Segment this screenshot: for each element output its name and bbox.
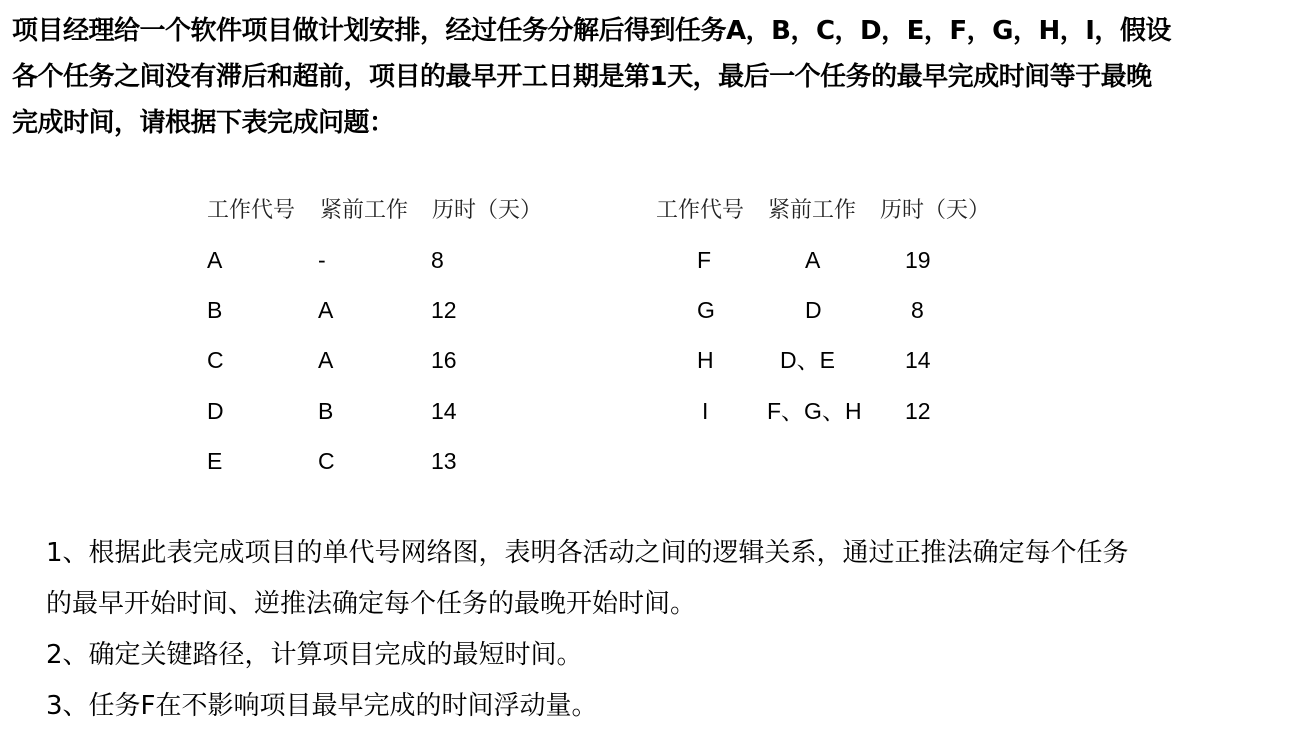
task-code: B (207, 297, 223, 323)
task-code: D (207, 398, 224, 424)
task-duration: 13 (431, 448, 457, 474)
task-predecessor: D (805, 297, 822, 323)
right-header-code: 工作代号 (656, 198, 745, 223)
task-predecessor: A (805, 247, 821, 273)
task-code: I (702, 398, 709, 424)
problem-statement-line-2: 各个任务之间没有滞后和超前，项目的最早开工日期是第1天，最后一个任务的最早完成时间等于最晚 (12, 62, 1152, 92)
task-duration: 14 (431, 398, 457, 424)
task-code: A (207, 247, 223, 273)
task-code: E (207, 448, 223, 474)
task-code: C (207, 347, 224, 373)
task-duration: 16 (431, 347, 457, 373)
task-predecessor: A (318, 347, 334, 373)
task-predecessor: - (318, 247, 326, 273)
task-duration: 8 (911, 297, 924, 323)
task-duration: 12 (431, 297, 457, 323)
right-header-predecessor: 紧前工作 (768, 198, 857, 223)
question-3: 3、任务F在不影响项目最早完成的时间浮动量。 (46, 691, 598, 721)
question-1-line-2: 的最早开始时间、逆推法确定每个任务的最晚开始时间。 (46, 589, 697, 619)
problem-statement-line-3: 完成时间，请根据下表完成问题： (12, 108, 395, 138)
left-header-code: 工作代号 (207, 198, 296, 223)
task-predecessor: D、E (780, 347, 835, 373)
task-code: F (697, 247, 712, 273)
left-header-predecessor: 紧前工作 (320, 198, 409, 223)
question-2: 2、确定关键路径，计算项目完成的最短时间。 (46, 640, 583, 670)
right-header-duration: 历时（天） (880, 198, 991, 223)
task-duration: 8 (431, 247, 444, 273)
task-predecessor: B (318, 398, 334, 424)
task-duration: 14 (905, 347, 931, 373)
task-code: H (697, 347, 714, 373)
problem-statement-line-1: 项目经理给一个软件项目做计划安排，经过任务分解后得到任务A，B，C，D，E，F，G，H，I，假设 (12, 16, 1171, 46)
task-duration: 19 (905, 247, 931, 273)
task-code: G (697, 297, 715, 323)
task-predecessor: A (318, 297, 334, 323)
task-duration: 12 (905, 398, 931, 424)
task-predecessor: C (318, 448, 335, 474)
question-list (46, 528, 1276, 732)
question-1-line-1: 1、根据此表完成项目的单代号网络图，表明各活动之间的逻辑关系，通过正推法确定每个任务 (46, 538, 1129, 568)
task-predecessor: F、G、H (767, 398, 862, 424)
left-header-duration: 历时（天） (432, 198, 543, 223)
